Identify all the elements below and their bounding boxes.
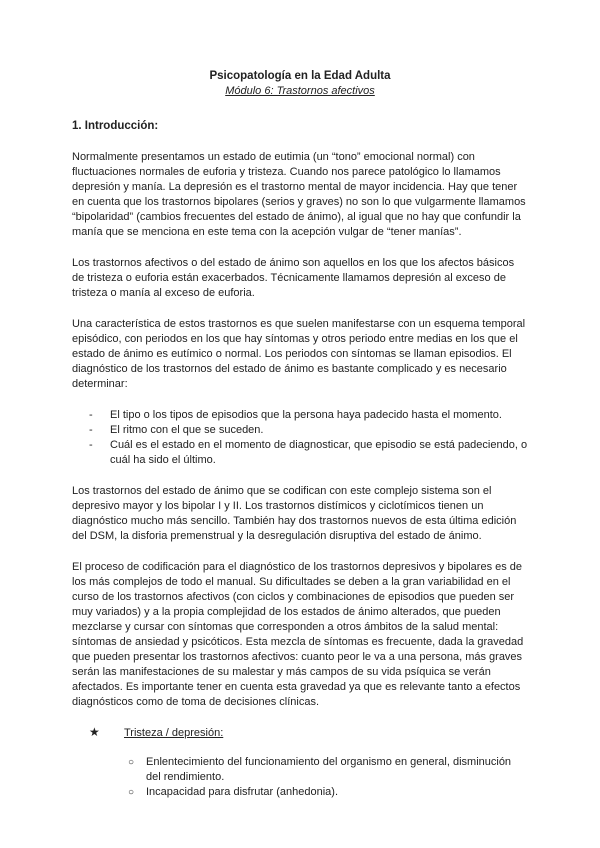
list-item-text: El ritmo con el que se suceden.: [110, 424, 264, 436]
dash-bullet: -: [89, 424, 93, 436]
list-item-text: Enlentecimiento del funcionamiento del organismo en general, disminución del rendimiento.: [146, 756, 512, 783]
dash-bullet: -: [89, 439, 93, 451]
document-title: Psicopatología en la Edad Adulta: [209, 70, 391, 82]
circle-list: [72, 755, 528, 800]
circle-bullet-icon: ○: [128, 757, 135, 768]
dash-bullet: -: [89, 409, 93, 421]
paragraph: Normalmente presentamos un estado de eutimia (un “tono” emocional normal) con fluctuaciones normales de euforia y tristeza. Cuando nos parece patológico lo llamamos depresión y manía. La depresión es el trastorno mental de mayor incidencia. Hay que tener en cuenta que los trastornos bipolares (serios y graves) no son lo que vulgarmente llamamos “bipolaridad” (cambios frecuentes del estado de ánimo), al igual que no hay que confundir la manía que se menciona en este tema con la acepción vulgar de “tener manías”.: [72, 151, 526, 238]
list-item-text: Incapacidad para disfrutar (anhedonia).: [146, 786, 339, 798]
paragraph: El proceso de codificación para el diagnóstico de los trastornos depresivos y bipolares es de los más complejos de todo el manual. Su dificultades se deben a la gran variabilidad en el curso de los trastornos afectivos (con ciclos y combinaciones de episodios que pueden ser muy variados) y a la propia complejidad de los estados de ánimo alterados, que pueden mezclarse y cursar con síntomas que corresponden a otros ámbitos de la salud mental: síntomas de ansiedad y psicóticos. Esta mezcla de síntomas es frecuente, dada la gravedad que pueden presentar los trastornos afectivos: cuanto peor le va a una persona, más graves serán las manifestaciones de su malestar y más campos de su vida psíquica se verán afectados. Es importante tener en cuenta esta gravedad ya que es relevante tanto a efectos diagnósticos como de toma de decisiones clínicas.: [72, 561, 524, 708]
star-list-item: [72, 726, 528, 741]
list-item: [72, 423, 528, 438]
dash-list: [72, 408, 528, 468]
paragraph: Los trastornos del estado de ánimo que se codifican con este complejo sistema son el depresivo mayor y los bipolar I y II. Los trastornos distímicos y ciclotímicos tienen un diagnóstico mucho más sencillo. También hay dos trastornos nuevos de esta última edición del DSM, la disforia premenstrual y la desregulación disruptiva del estado de ánimo.: [72, 485, 517, 542]
document-subtitle: Módulo 6: Trastornos afectivos: [225, 85, 375, 97]
section-heading: 1. Introducción:: [72, 120, 159, 132]
paragraph: Los trastornos afectivos o del estado de ánimo son aquellos en los que los afectos básicos de tristeza o euforia están exacerbados. Técnicamente llamamos depresión al exceso de tristeza o manía al exceso de euforia.: [72, 257, 515, 299]
circle-bullet-icon: ○: [128, 787, 135, 798]
paragraph: Una característica de estos trastornos es que suelen manifestarse con un esquema temporal episódico, con periodos en los que hay síntomas y otros periodo entre medias en los que el estado de ánimo es eutímico o normal. Los periodos con síntomas se llaman episodios. El diagnóstico de los trastornos del estado de ánimo es bastante complicado y es necesario determinar:: [72, 318, 526, 390]
list-item: [72, 785, 528, 800]
list-item: [72, 755, 528, 785]
list-item-text: El tipo o los tipos de episodios que la persona haya padecido hasta el momento.: [110, 409, 502, 421]
list-item: [72, 438, 528, 468]
subsection-label: Tristeza / depresión:: [124, 727, 224, 739]
list-item-text: Cuál es el estado en el momento de diagnosticar, que episodio se está padeciendo, o cuál ha sido el último.: [110, 439, 528, 466]
list-item: [72, 408, 528, 423]
star-icon: ★: [89, 725, 100, 739]
